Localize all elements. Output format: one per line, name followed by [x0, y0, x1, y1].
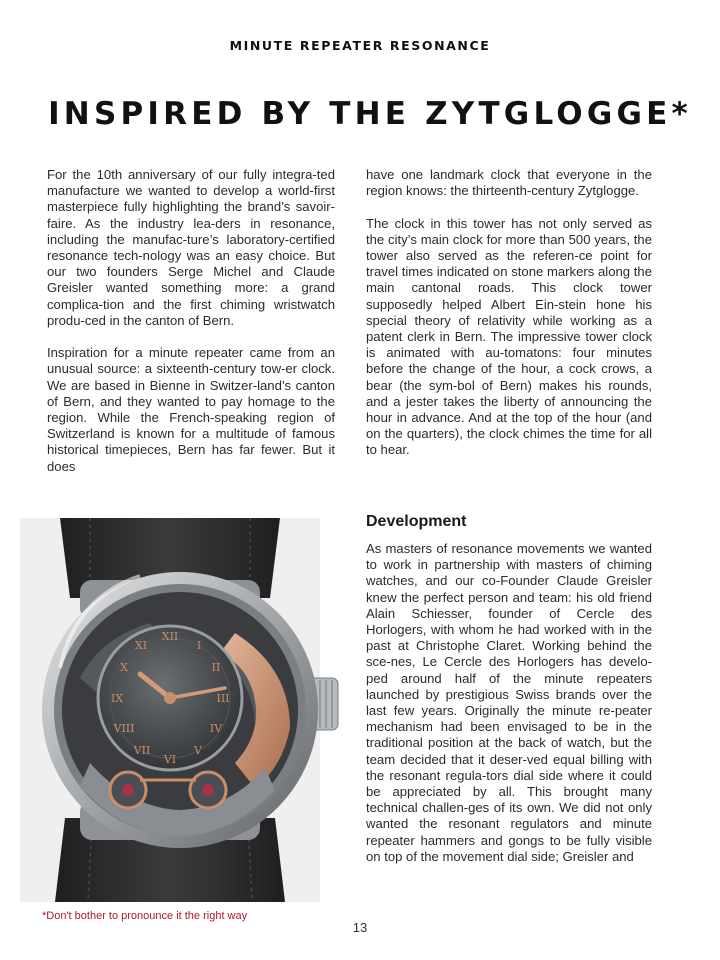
paragraph-inspiration: Inspiration for a minute repeater came from an unusual source: a sixteenth-century tow-er clock. We are based in Bienne in Switzer-land’s canton of Bern, and they wanted to pay homage to the region. While the French-speaking region of Switzerland is known for a multitude of famous historical timepieces, Bern has far fewer. But it does [47, 345, 335, 474]
footnote: *Don't bother to pronounce it the right way [42, 910, 248, 922]
page-title: INSPIRED BY THE ZYTGLOGGE* [48, 96, 692, 132]
development-heading: Development [366, 513, 467, 530]
svg-text:VIII: VIII [113, 722, 135, 735]
section-label: MINUTE REPEATER RESONANCE [229, 38, 491, 53]
svg-text:X: X [120, 661, 128, 674]
paragraph-development: As masters of resonance movements we wanted to work in partnership with masters of chiming watches, and our co-Founder Claude Greisler knew the perfect person and team: his old friend Alain Schiesser, founder of Cercle des Horlogers, with whom he had worked with in the past at Christophe Claret. Working behind the sce-nes, Le Cercle des Horlogers has develo-ped around half of the minute repeaters launched by prestigious Swiss brands over the last few years. Originally the minute re-peater mechanism had been envisaged to be in the traditional position at the back of watch, but the team decided that it deser-ved equal billing with the resonant regula-tors dial side where it could be appreciated by all. This brought many technical challen-ges of its own. We did not only wanted the resonant regulators and minute repeater hammers and gongs to be fully visible on top of the movement dial side; Greisler and [366, 541, 652, 864]
watch-photo [20, 518, 350, 902]
right-column-top [366, 167, 652, 459]
svg-text:IX: IX [110, 692, 124, 705]
svg-text:XII: XII [161, 630, 179, 643]
svg-text:IV: IV [209, 722, 223, 735]
svg-text:XI: XI [134, 639, 148, 652]
paragraph-zytglogge: have one landmark clock that everyone in the region knows: the thirteenth-century Zytglogge. [366, 167, 652, 199]
svg-text:II: II [211, 661, 221, 674]
page-number: 13 [352, 920, 368, 935]
development-column [366, 541, 652, 865]
svg-text:I: I [196, 639, 202, 652]
paragraph-anniversary: For the 10th anniversary of our fully integra-ted manufacture we wanted to develop a world-first masterpiece fully highlighting the brand’s savoir-faire. As the industry lea-ders in resonance, including the manufac-ture’s laboratory-certified resonance tech-nology was an easy choice. But our two founders Serge Michel and Claude Greisler wanted something more: a grand complica-tion and the first chiming wristwatch produ-ced in the canton of Bern. [47, 167, 335, 328]
svg-text:III: III [216, 692, 230, 705]
paragraph-tower-clock: The clock in this tower has not only served as the city’s main clock for more than 500 years, the tower also served as the referen-ce point for travel times indicated on stone markers along the main cantonal roads. This clock tower supposedly helped Albert Ein-stein hone his special theory of relativity while working as a patent clerk in Bern. The impressive tower clock is animated with au-tomatons: four minutes before the change of the hour, a cock crows, a bear (the sym-bol of Bern) makes his rounds, and a jester takes the liberty of announcing the hour in advance. And at the top of the hour (and on the quarters), the clock chimes the time for all to hear. [366, 215, 652, 458]
svg-text:VII: VII [133, 744, 151, 757]
svg-text:VI: VI [163, 753, 177, 766]
svg-text:V: V [194, 744, 202, 757]
left-column [47, 167, 335, 475]
